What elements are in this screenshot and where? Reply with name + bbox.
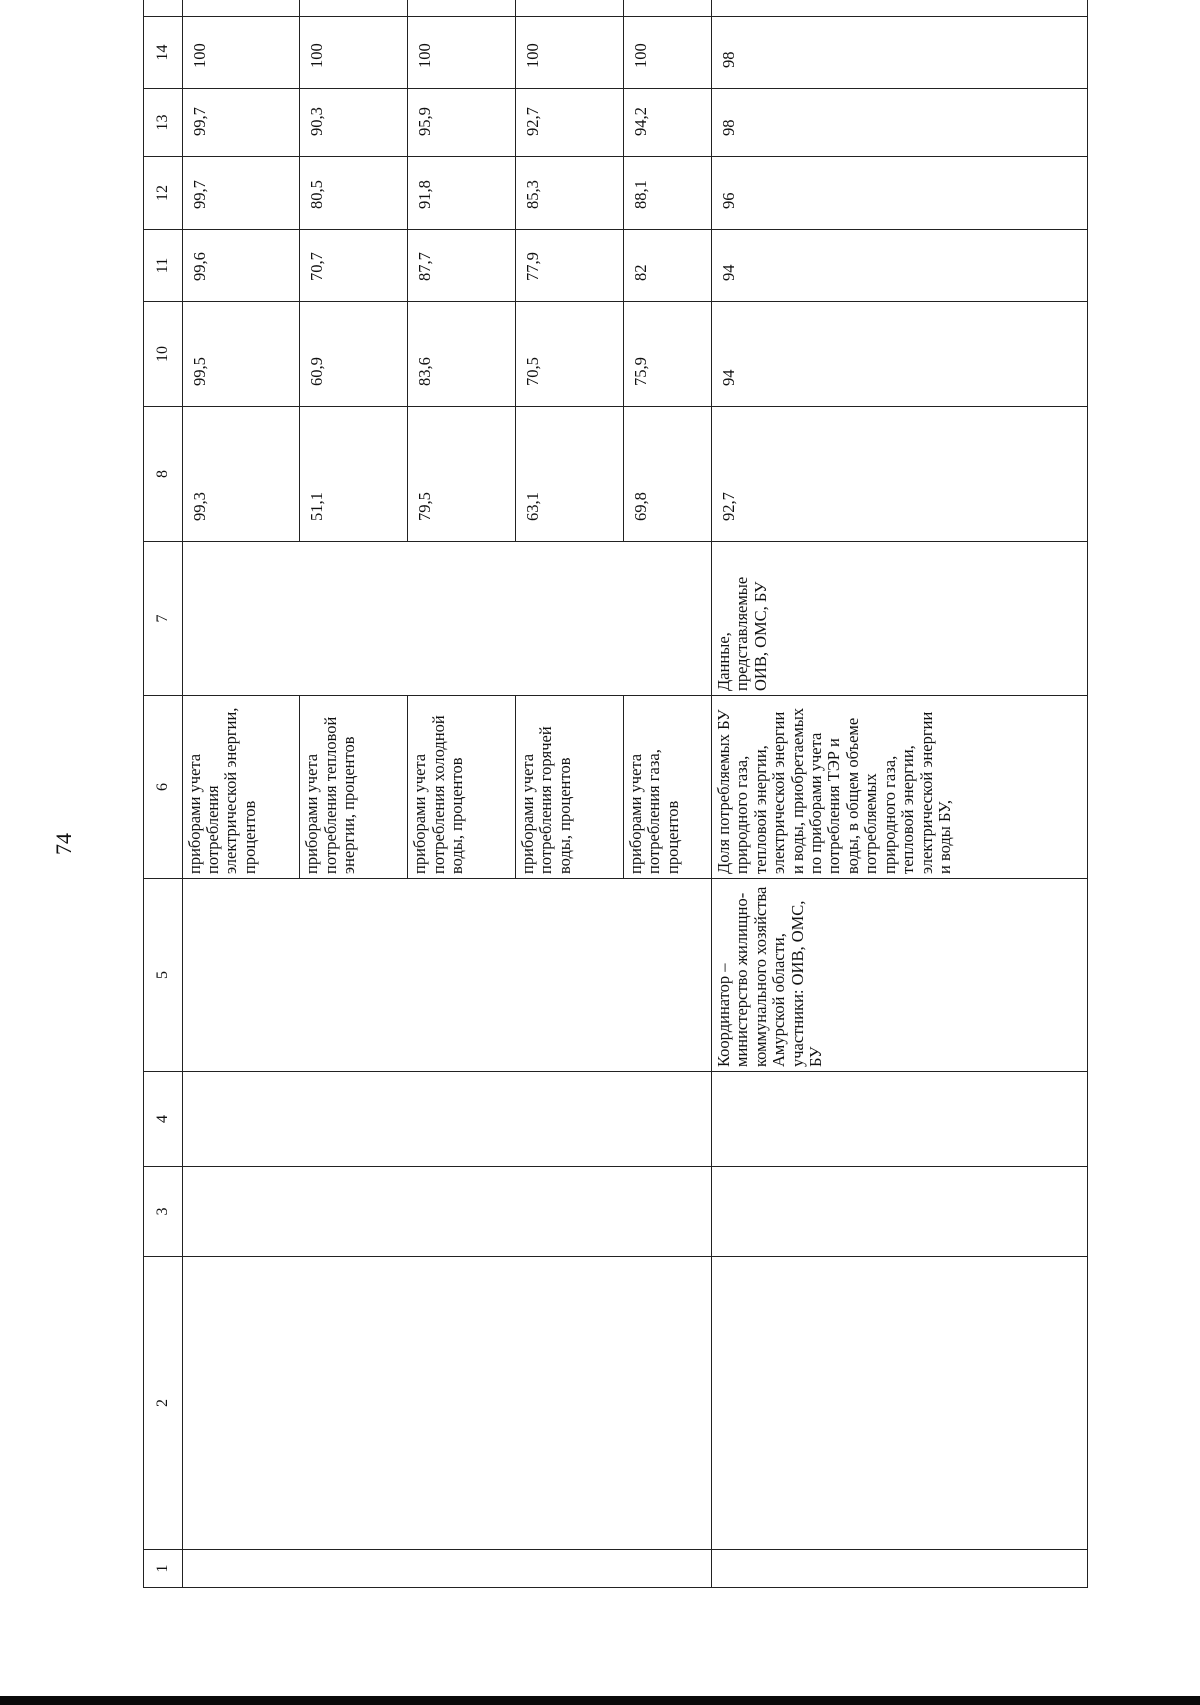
value-cell: 96 <box>711 157 1087 230</box>
indicator-cell: приборами учета потребления тепловой энергии, процентов <box>300 696 408 879</box>
header-cell: 5 <box>144 879 183 1072</box>
header-cell: 13 <box>144 89 183 157</box>
indicator-cell: приборами учета потребления холодной воды, процентов <box>408 696 516 879</box>
value-cell: 100 <box>300 17 408 89</box>
indicator-cell: приборами учета потребления газа, процентов <box>623 696 711 879</box>
empty-cell <box>711 1257 1087 1550</box>
value-cell: 99,3 <box>182 407 300 542</box>
header-cell: 12 <box>144 157 183 230</box>
empty-cell <box>711 1167 1087 1257</box>
value-cell: 92,7 <box>711 407 1087 542</box>
value-cell <box>515 0 623 17</box>
value-cell: 100 <box>408 17 516 89</box>
value-cell: 87,7 <box>408 230 516 302</box>
header-cell: 10 <box>144 302 183 407</box>
value-cell: 63,1 <box>515 407 623 542</box>
page-number: 74 <box>51 833 76 855</box>
value-cell: 79,5 <box>408 407 516 542</box>
empty-cell <box>182 1550 711 1588</box>
value-cell: 99,6 <box>182 230 300 302</box>
header-cell: 8 <box>144 407 183 542</box>
value-cell: 70,7 <box>300 230 408 302</box>
value-cell: 98 <box>711 17 1087 89</box>
value-cell <box>300 0 408 17</box>
source-cell: Данные, представляемые ОИВ, ОМС, БУ <box>711 542 1087 696</box>
header-cell: 7 <box>144 542 183 696</box>
value-cell: 100 <box>623 17 711 89</box>
table-row <box>711 0 1087 1588</box>
header-cell: 2 <box>144 1257 183 1550</box>
value-cell <box>408 0 516 17</box>
header-cell: 1 <box>144 1550 183 1588</box>
value-cell: 77,9 <box>515 230 623 302</box>
rotated-table-sheet <box>143 25 1088 1588</box>
value-cell: 60,9 <box>300 302 408 407</box>
value-cell: 94,2 <box>623 89 711 157</box>
header-cell: 14 <box>144 17 183 89</box>
value-cell: 90,3 <box>300 89 408 157</box>
value-cell: 91,8 <box>408 157 516 230</box>
scan-bottom-edge <box>0 1696 1200 1705</box>
value-cell: 94 <box>711 230 1087 302</box>
value-cell <box>711 0 1087 17</box>
value-cell: 51,1 <box>300 407 408 542</box>
header-cell: 6 <box>144 696 183 879</box>
value-cell: 69,8 <box>623 407 711 542</box>
value-cell <box>623 0 711 17</box>
indicators-table <box>143 0 1088 1588</box>
value-cell: 99,7 <box>182 89 300 157</box>
value-cell <box>182 0 300 17</box>
empty-cell <box>182 1257 711 1550</box>
indicator-cell: Доля потребляемых БУ природного газа, тепловой энергии, электрической энергии и воды, приобретаемых по приборами учета потребления ТЭР и воды, в общем объеме потребляемых природного газа, тепловой энергии, электрической энергии и воды БУ, <box>711 696 1087 879</box>
value-cell: 95,9 <box>408 89 516 157</box>
header-cell: 3 <box>144 1167 183 1257</box>
table-row <box>182 0 300 1588</box>
value-cell: 85,3 <box>515 157 623 230</box>
header-cell <box>144 0 183 17</box>
value-cell: 80,5 <box>300 157 408 230</box>
empty-cell <box>182 879 711 1072</box>
value-cell: 99,7 <box>182 157 300 230</box>
value-cell: 82 <box>623 230 711 302</box>
empty-cell <box>711 1072 1087 1167</box>
value-cell: 94 <box>711 302 1087 407</box>
responsible-cell: Координатор – министерство жилищно-коммунального хозяйства Амурской области, участники: ОИВ, ОМС, БУ <box>711 879 1087 1072</box>
header-row <box>144 0 183 1588</box>
empty-cell <box>711 1550 1087 1588</box>
value-cell: 70,5 <box>515 302 623 407</box>
empty-cell <box>182 1167 711 1257</box>
indicator-cell: приборами учета потребления горячей воды, процентов <box>515 696 623 879</box>
empty-cell <box>182 1072 711 1167</box>
empty-cell <box>182 542 711 696</box>
header-cell: 4 <box>144 1072 183 1167</box>
value-cell: 75,9 <box>623 302 711 407</box>
indicator-cell: приборами учета потребления электрической энергии, процентов <box>182 696 300 879</box>
value-cell: 100 <box>515 17 623 89</box>
value-cell: 100 <box>182 17 300 89</box>
value-cell: 98 <box>711 89 1087 157</box>
header-cell: 11 <box>144 230 183 302</box>
value-cell: 83,6 <box>408 302 516 407</box>
value-cell: 92,7 <box>515 89 623 157</box>
value-cell: 88,1 <box>623 157 711 230</box>
value-cell: 99,5 <box>182 302 300 407</box>
